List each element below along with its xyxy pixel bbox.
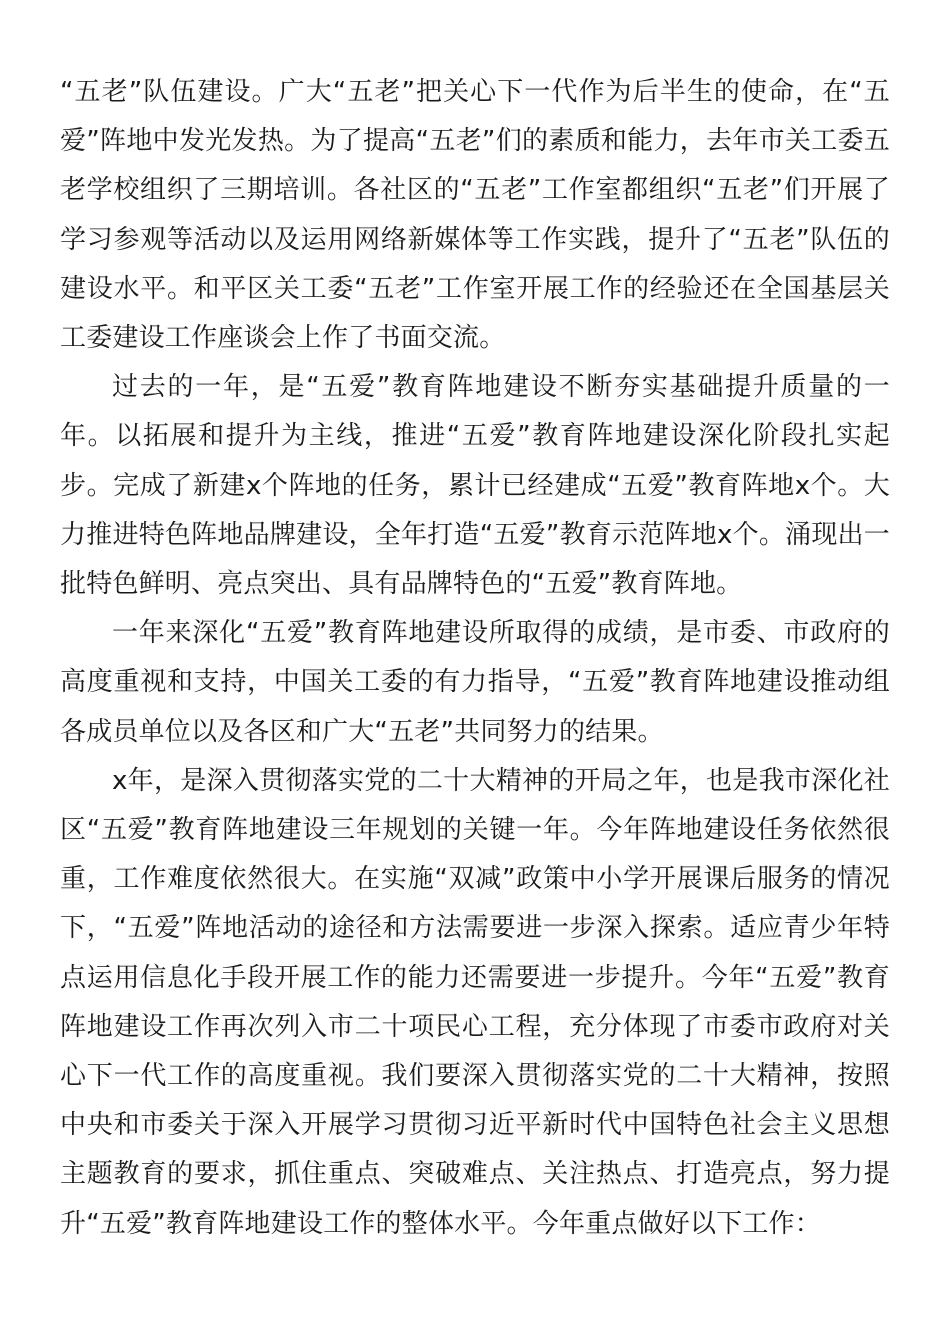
document-body <box>60 68 890 1249</box>
paragraph-wulao-team: “五老”队伍建设。广大“五老”把关心下一代作为后半生的使命，在“五爱”阵地中发光发热。为了提高“五老”们的素质和能力，去年市关工委五老学校组织了三期培训。各社区的“五老”工作室都组织“五老”们开展了学习参观等活动以及运用网络新媒体等工作实践，提升了“五老”队伍的建设水平。和平区关工委“五老”工作室开展工作的经验还在全国基层关工委建设工作座谈会上作了书面交流。 <box>60 77 890 354</box>
paragraph-past-year: 过去的一年，是“五爱”教育阵地建设不断夯实基础提升质量的一年。以拓展和提升为主线，推进“五爱”教育阵地建设深化阶段扎实起步。完成了新建x个阵地的任务，累计已经建成“五爱”教育阵地x个。大力推进特色阵地品牌建设，全年打造“五爱”教育示范阵地x个。涌现出一批特色鲜明、亮点突出、具有品牌特色的“五爱”教育阵地。 <box>60 372 890 600</box>
paragraph-this-year: x年，是深入贯彻落实党的二十大精神的开局之年，也是我市深化社区“五爱”教育阵地建设三年规划的关键一年。今年阵地建设任务依然很重，工作难度依然很大。在实施“双减”政策中小学开展课后服务的情况下，“五爱”阵地活动的途径和方法需要进一步深入探索。适应青少年特点运用信息化手段开展工作的能力还需要进一步提升。今年“五爱”教育阵地建设工作再次列入市二十项民心工程，充分体现了市委市政府对关心下一代工作的高度重视。我们要深入贯彻落实党的二十大精神，按照中央和市委关于深入开展学习贯彻习近平新时代中国特色社会主义思想主题教育的要求，抓住重点、突破难点、关注热点、打造亮点，努力提升“五爱”教育阵地建设工作的整体水平。今年重点做好以下工作： <box>60 765 890 1239</box>
paragraph-achievements: 一年来深化“五爱”教育阵地建设所取得的成绩，是市委、市政府的高度重视和支持，中国关工委的有力指导，“五爱”教育阵地建设推动组各成员单位以及各区和广大“五老”共同努力的结果。 <box>60 618 890 747</box>
